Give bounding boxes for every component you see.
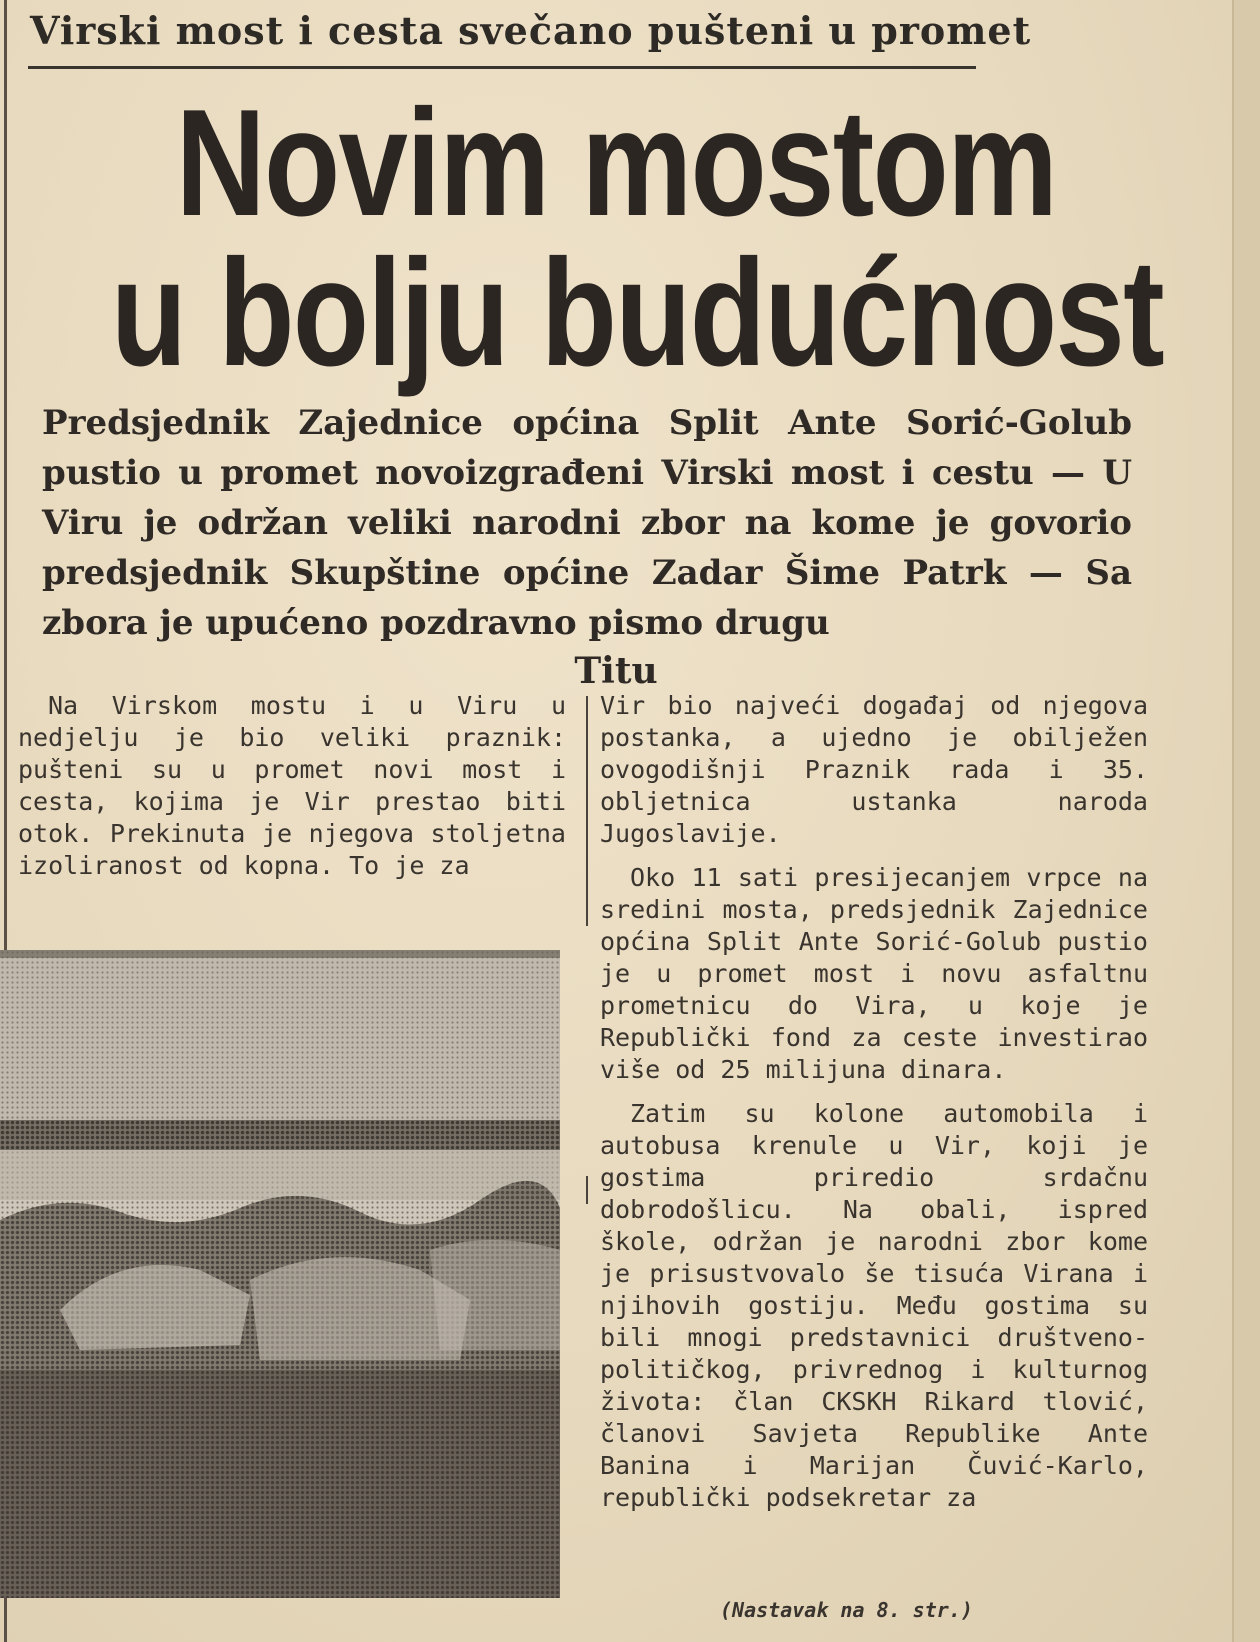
body-paragraph: Vir bio najveći događaj od njegova postanka, a ujedno je obilježen ovogodišnji Praznik rada i 35. obljetnica ustanka naroda Jugoslavije. <box>600 691 1148 848</box>
body-paragraph: Oko 11 sati presijecanjem vrpce na sredini mosta, predsjednik Zajednice općina Split Ante Sorić-Golub pustio je u promet most i novu asfaltnu prometnicu do Vira, u koje je Republički fond za ceste investirao više od 25 milijuna dinara. <box>600 863 1148 1084</box>
adjacent-page-edge <box>1232 0 1260 1642</box>
column-rule <box>586 696 588 926</box>
deck-subheadline: Predsjednik Zajednice općina Split Ante Sorić-Golub pustio u promet novoizgrađeni Virski most i cestu — U Viru je održan veliki narodni zbor na kome je govorio predsjednik Skupštine općine Zadar Šime Patrk — Sa zbora je upućeno pozdravno pismo drugu <box>42 403 1132 643</box>
deck-subheadline-end: Titu <box>574 650 658 692</box>
body-paragraph: Zatim su kolone automobila i autobusa krenule u Vir, koji je gostima priredio srdačnu dobrodošlicu. Na obali, ispred škole, održan je narodni zbor kome je prisustvovalo še tisuća Virana i njihovih gostiju. Među gostima su bili mnogi predstavnici društveno-političkog, privrednog i kulturnog života: član CKSKH Rikard tlović, članovi Savjeta Republike Ante Banina i Marijan Čuvić-Karlo, republički podsekretar za <box>600 1099 1148 1512</box>
headline-line-1: Novim mostom <box>175 78 1057 248</box>
kicker-underline <box>28 66 976 69</box>
continuation-note: (Nastavak na 8. str.) <box>720 1598 973 1622</box>
photo-halftone-image <box>0 950 560 1598</box>
body-column-left <box>18 690 566 882</box>
headline <box>110 78 1164 398</box>
news-photo <box>0 950 560 1598</box>
body-column-right <box>600 690 1148 1514</box>
headline-line-2: u bolju budućnost <box>110 228 1164 398</box>
body-paragraph: Na Virskom mostu i u Viru u nedjelju je bio veliki praznik: pušteni su u promet novi most i cesta, kojima je Vir prestao biti otok. Prekinuta je njegova stoljetna izoliranost od kopna. To je za <box>18 691 566 880</box>
kicker-line-text: Virski most i cesta svečano pušteni u promet <box>30 8 1032 53</box>
column-rule-lower <box>586 1176 588 1204</box>
